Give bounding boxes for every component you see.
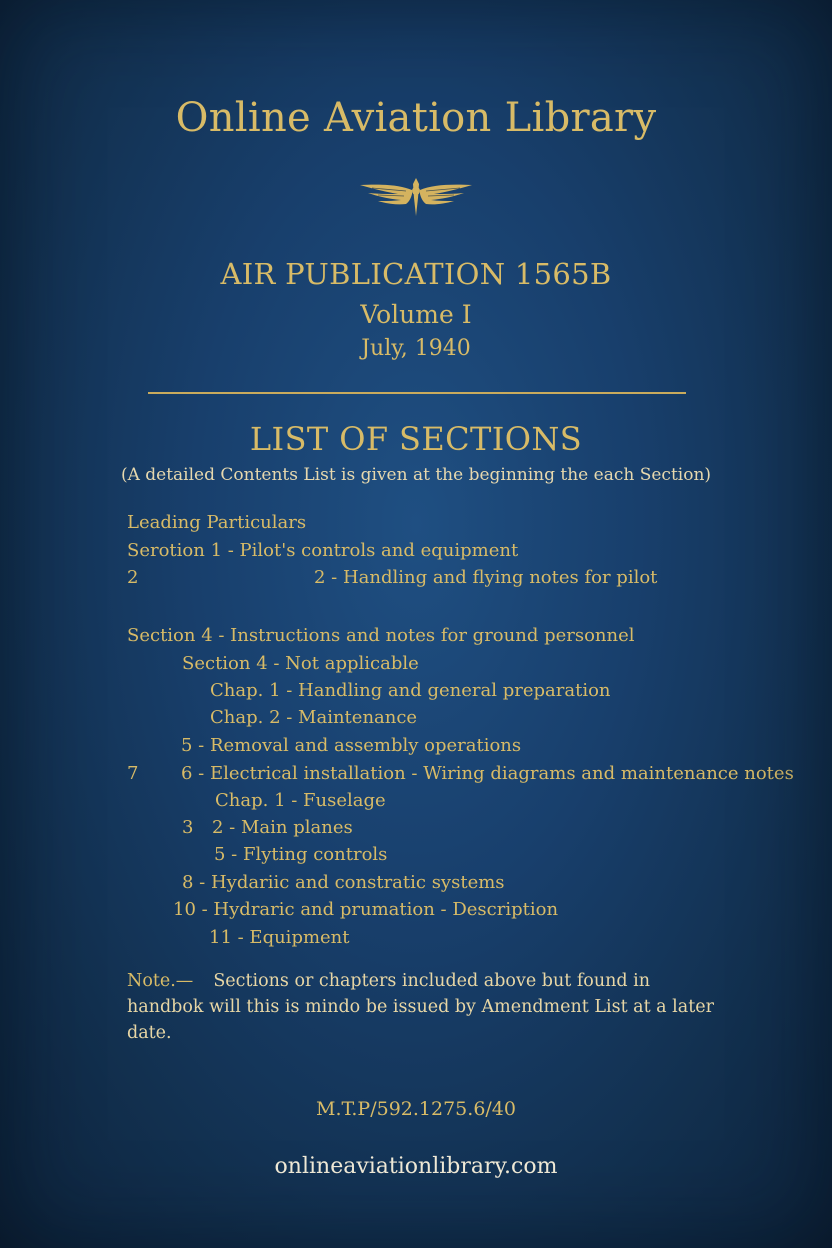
chapter-entry: Chap. 1 - Handling and general preparation xyxy=(210,680,611,701)
section-entry: Section 4 - Instructions and notes for ground personnel xyxy=(127,625,635,646)
library-title: Online Aviation Library xyxy=(175,95,657,141)
website-link[interactable]: onlineaviationlibrary.com xyxy=(274,1154,558,1179)
publication-volume: Volume I xyxy=(360,300,472,329)
chapter-entry: 2 - Main planes xyxy=(212,817,353,838)
note-label: Note.— xyxy=(127,971,194,991)
section-entry: 10 - Hydraric and prumation - Description xyxy=(173,899,559,920)
section-entry: 11 - Equipment xyxy=(209,927,350,948)
divider xyxy=(148,392,686,394)
reference-code: M.T.P/592.1275.6/40 xyxy=(316,1098,516,1120)
publication-date: July, 1940 xyxy=(361,336,471,361)
note xyxy=(127,968,727,1046)
chapter-entry: Chap. 2 - Maintenance xyxy=(210,707,418,728)
sections-subtitle: (A detailed Contents List is given at the beginning the each Section) xyxy=(120,465,712,485)
section-entry: Leading Particulars xyxy=(127,512,307,533)
section-entry: Serotion 1 - Pilot's controls and equipment xyxy=(127,540,519,561)
section-entry: 6 - Electrical installation - Wiring diagrams and maintenance notes xyxy=(181,763,794,784)
winged-emblem-icon xyxy=(356,176,476,218)
section-entry: 8 - Hydariic and constratic systems xyxy=(182,872,505,893)
section-number: 2 xyxy=(127,567,139,588)
section-entry: 5 - Removal and assembly operations xyxy=(181,735,522,756)
note-text: Sections or chapters included above but found in handbok will this is mindo be issued by Amendment List at a later date. xyxy=(127,971,714,1043)
chapter-number: 3 xyxy=(182,817,194,838)
section-number: 7 xyxy=(127,763,139,784)
section-entry: Section 4 - Not applicable xyxy=(182,653,419,674)
publication-title: AIR PUBLICATION 1565B xyxy=(220,257,612,291)
chapter-entry: 5 - Flyting controls xyxy=(214,844,388,865)
chapter-entry: Chap. 1 - Fuselage xyxy=(215,790,386,811)
sections-title: LIST OF SECTIONS xyxy=(249,420,583,458)
section-entry: 2 - Handling and flying notes for pilot xyxy=(314,567,658,588)
